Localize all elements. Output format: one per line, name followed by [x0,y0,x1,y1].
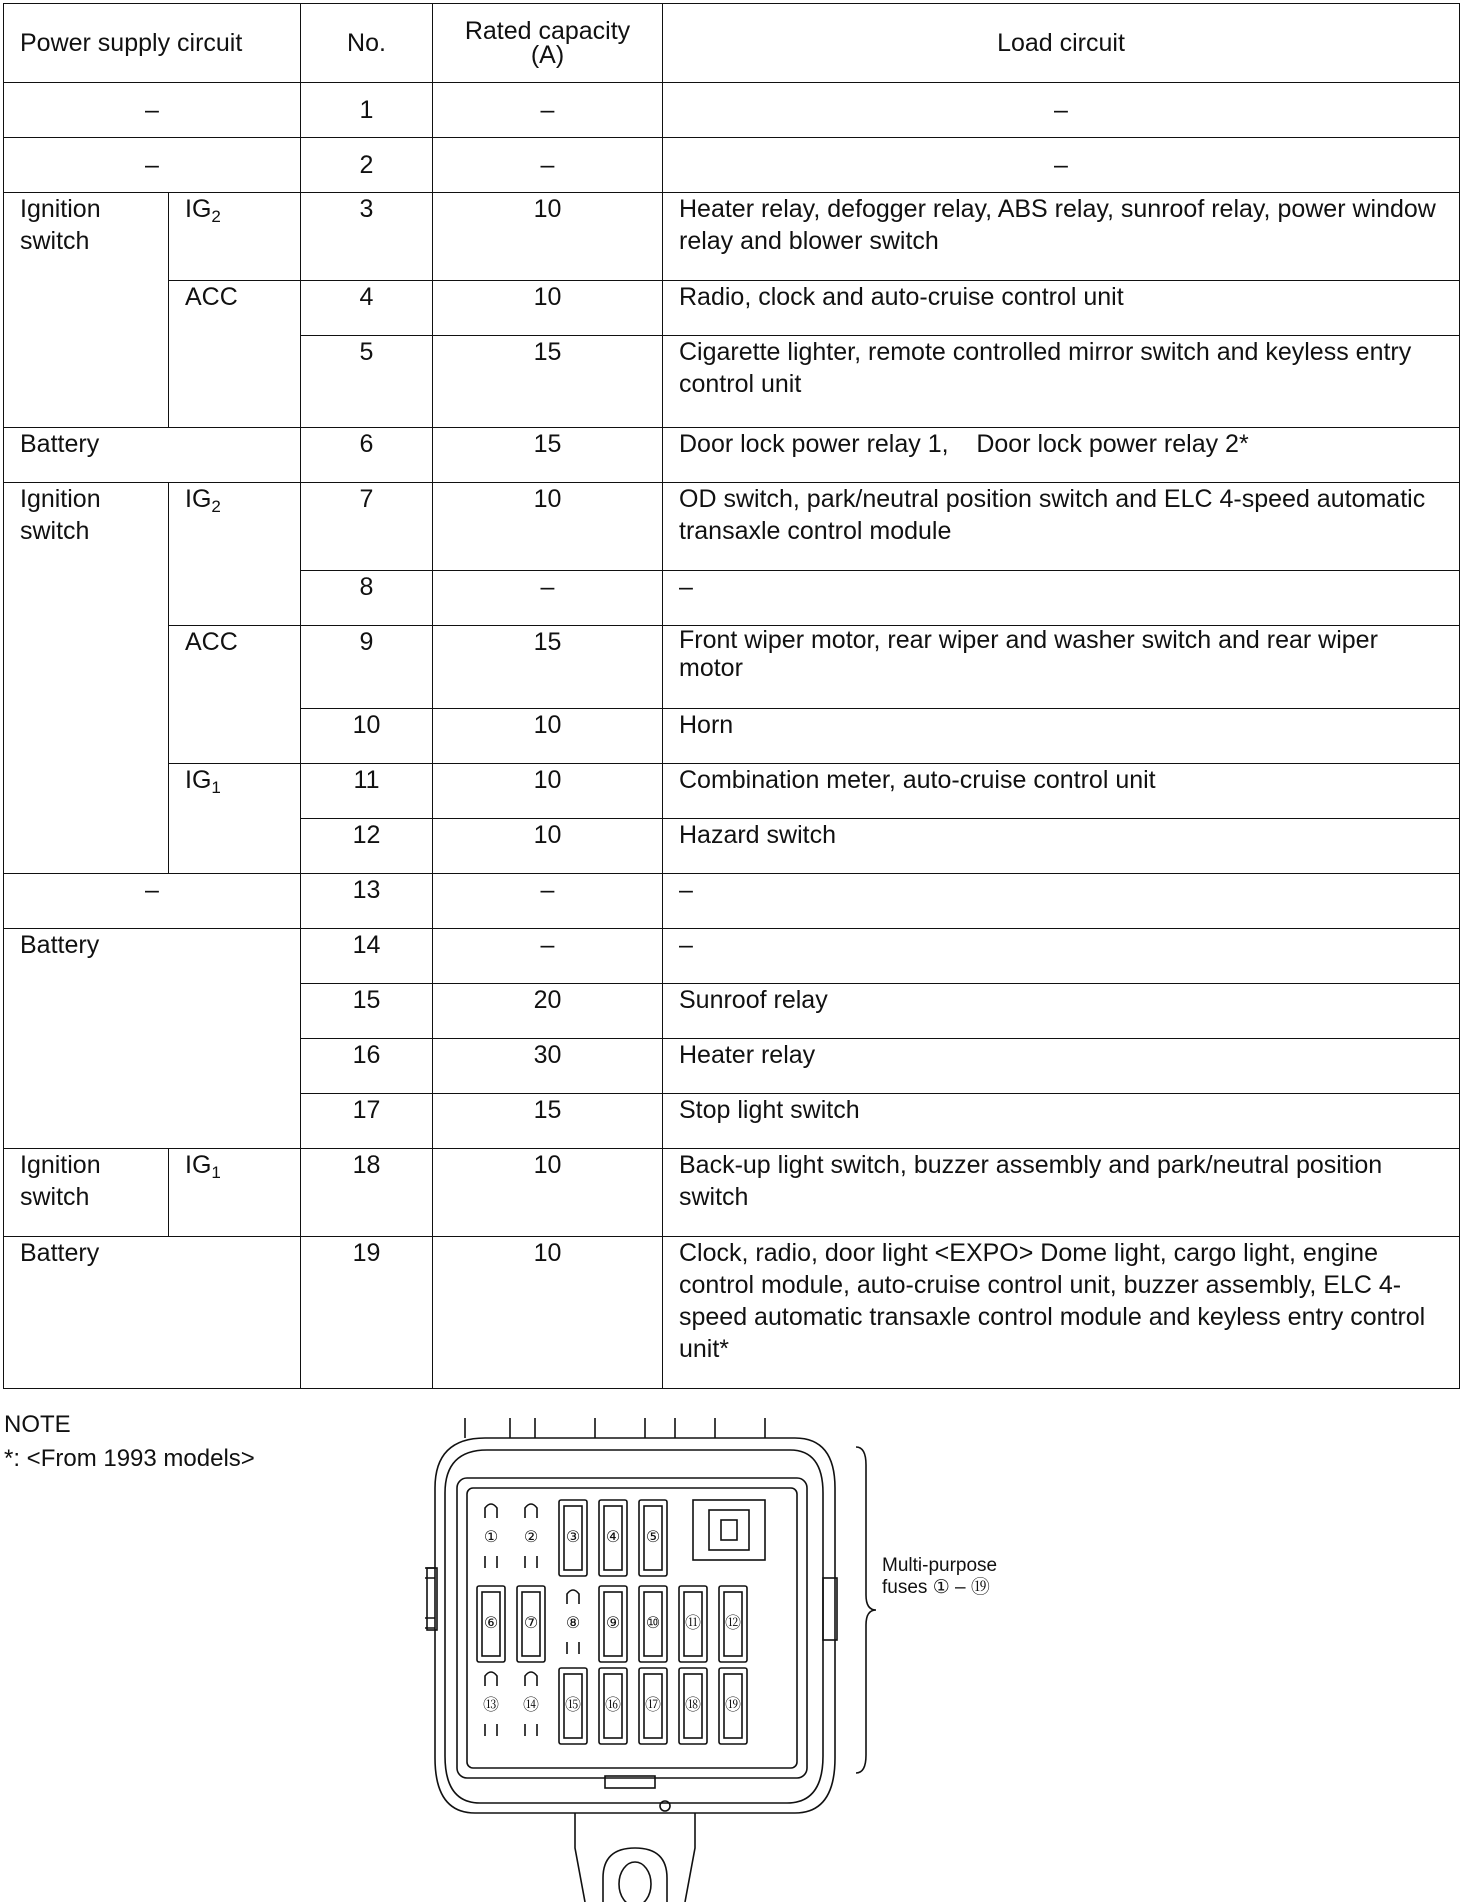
load-circuit: Heater relay, defogger relay, ABS relay, sunroof relay, power window relay and blower switch [663,193,1460,281]
fuse-number: 10 [301,709,433,764]
fuse-number: 6 [301,428,433,483]
fuse-number: 19 [301,1237,433,1389]
fuse-number-label: ④ [605,1527,621,1546]
fuse-capacity: 10 [433,709,663,764]
fuse-number-label: ⑲ [724,1695,742,1714]
fuse-number-label: ⑮ [564,1695,582,1714]
power-supply-battery: Battery [4,1237,301,1389]
load-circuit: Hazard switch [663,819,1460,874]
fuse-number-label: ⑭ [522,1695,540,1714]
fuse-number-label: ⑰ [644,1695,662,1714]
load-circuit: Front wiper motor, rear wiper and washer switch and rear wiper motor [663,626,1460,709]
table-row [4,929,1460,984]
fuse-number-label: ⑯ [604,1695,622,1714]
fuse-number-label: ⑱ [684,1695,702,1714]
table-row [4,193,1460,281]
header-rated-capacity-label: Rated capacity [464,17,631,45]
fuse-number: 12 [301,819,433,874]
fuse-capacity: – [433,83,663,138]
ig-label: IG [185,485,212,513]
power-supply-sub [169,764,301,874]
power-supply-cell: – [4,83,301,138]
power-supply-cell: – [4,874,301,929]
fuse-capacity: 20 [433,984,663,1039]
fuse-number: 8 [301,571,433,626]
fuse-number-label: ① [483,1527,499,1546]
fuse-capacity: 10 [433,483,663,571]
power-supply-sub: ACC [169,626,301,764]
fuse-number-label: ② [523,1527,539,1546]
power-supply-cell: – [4,138,301,193]
fuse-capacity: 10 [433,1237,663,1389]
power-supply-sub: ACC [169,281,301,428]
header-rated-capacity-unit: (A) [530,41,565,69]
table-row [4,83,1460,138]
table-row [4,1149,1460,1237]
fuse-capacity: 10 [433,1149,663,1237]
load-circuit: OD switch, park/neutral position switch and ELC 4-speed automatic transaxle control module [663,483,1460,571]
load-circuit: Clock, radio, door light <EXPO> Dome light, cargo light, engine control module, auto-cruise control unit, buzzer assembly, ELC 4-speed automatic transaxle control module and keyless entry control unit* [663,1237,1460,1389]
load-circuit: – [663,571,1460,626]
fuse-capacity: 10 [433,819,663,874]
table-row [4,483,1460,571]
load-circuit: – [663,874,1460,929]
ig-label: IG [185,195,212,223]
fuse-capacity: 15 [433,336,663,428]
header-no: No. [301,4,433,83]
header-rated-capacity [433,4,663,83]
fuse-label-line1: Multi-purpose [882,1555,998,1576]
fuse-number: 13 [301,874,433,929]
load-circuit: Stop light switch [663,1094,1460,1149]
fuse-number: 4 [301,281,433,336]
fuse-number: 14 [301,929,433,984]
fuse-number-label: ⑫ [724,1613,742,1632]
power-supply-sub [169,483,301,626]
fuse-number-label: ⑪ [684,1613,702,1632]
fuse-number: 7 [301,483,433,571]
table-row [4,626,1460,709]
header-load-circuit: Load circuit [663,4,1460,83]
load-circuit: Heater relay [663,1039,1460,1094]
ig-subscript: 1 [211,1163,221,1182]
load-circuit: Door lock power relay 1, Door lock power relay 2* [663,428,1460,483]
fuse-capacity: 30 [433,1039,663,1094]
fuse-box-diagram [425,1418,845,1902]
power-supply-ignition-switch: Ignition switch [4,483,169,874]
ig-label: IG [185,766,212,794]
ig-subscript: 2 [211,207,221,226]
fuse-number-label: ⑥ [483,1613,499,1632]
multi-purpose-fuses-label [882,1555,997,1599]
load-circuit: Horn [663,709,1460,764]
fuse-number-label: ⑩ [645,1613,661,1632]
fuse-number: 15 [301,984,433,1039]
ig-label: IG [185,1151,212,1179]
table-row [4,138,1460,193]
load-circuit: Sunroof relay [663,984,1460,1039]
fuse-capacity: 15 [433,1094,663,1149]
fuse-capacity: 10 [433,764,663,819]
fuse-number-label: ⑬ [482,1695,500,1714]
fuse-number: 2 [301,138,433,193]
fuse-number-label: ⑦ [523,1613,539,1632]
fuse-label-line2: fuses ① – ⑲ [882,1577,990,1598]
header-power-supply: Power supply circuit [4,4,301,83]
fuse-capacity: 15 [433,626,663,709]
fuse-capacity: – [433,571,663,626]
fuse-number-label: ③ [565,1527,581,1546]
table-row [4,281,1460,336]
header-row [4,4,1460,83]
note-title: NOTE [4,1411,71,1438]
table-row [4,1237,1460,1389]
power-supply-battery: Battery [4,929,301,1149]
load-circuit: – [663,929,1460,984]
note-block [4,1408,255,1476]
ig-subscript: 2 [211,497,221,516]
load-circuit: Cigarette lighter, remote controlled mirror switch and keyless entry control unit [663,336,1460,428]
fuse-number: 18 [301,1149,433,1237]
fuse-number-label: ⑤ [645,1527,661,1546]
fuse-number-label: ⑨ [605,1613,621,1632]
table-row [4,874,1460,929]
load-circuit: – [663,83,1460,138]
fuse-capacity: 15 [433,428,663,483]
load-circuit: Combination meter, auto-cruise control unit [663,764,1460,819]
power-supply-battery: Battery [4,428,301,483]
note-text: *: <From 1993 models> [4,1445,255,1472]
load-circuit: Back-up light switch, buzzer assembly and park/neutral position switch [663,1149,1460,1237]
fuse-table [3,3,1460,1389]
fuse-capacity: 10 [433,193,663,281]
power-supply-sub [169,193,301,281]
fuse-capacity: – [433,874,663,929]
power-supply-ignition-switch: Ignition switch [4,193,169,428]
load-circuit: – [663,138,1460,193]
fuse-number: 9 [301,626,433,709]
fuse-number: 11 [301,764,433,819]
table-row [4,428,1460,483]
fuse-number: 16 [301,1039,433,1094]
power-supply-sub [169,1149,301,1237]
fuse-number: 5 [301,336,433,428]
table-row [4,764,1460,819]
fuse-number: 1 [301,83,433,138]
fuse-capacity: 10 [433,281,663,336]
load-circuit: Radio, clock and auto-cruise control unit [663,281,1460,336]
fuse-number-label: ⑧ [565,1613,581,1632]
fuse-number: 17 [301,1094,433,1149]
fuse-capacity: – [433,929,663,984]
fuse-group-brace [852,1445,882,1775]
power-supply-ignition-switch: Ignition switch [4,1149,169,1237]
fuse-number: 3 [301,193,433,281]
fuse-capacity: – [433,138,663,193]
ig-subscript: 1 [211,778,221,797]
